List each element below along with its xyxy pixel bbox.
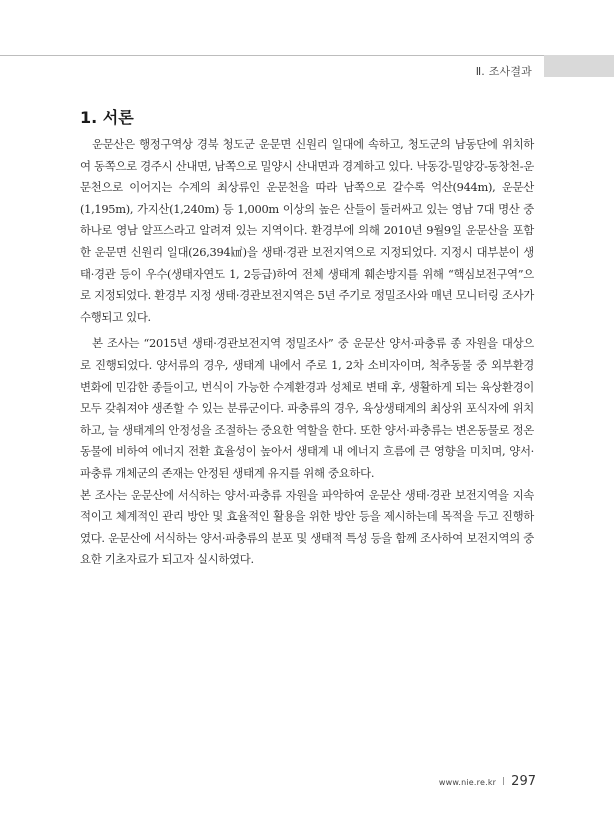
header-divider (0, 55, 614, 56)
footer-url: www.nie.re.kr (438, 778, 497, 787)
paragraph-survey-scope: 본 조사는 “2015년 생태·경관보전지역 정밀조사” 중 운문산 양서·파충류 종 자원을 대상으로 진행되었다. 양서류의 경우, 생태계 내에서 주로 1, 2차 소비자이며, 척추동물 중 외부환경 변화에 민감한 종들이고, 번식이 가능한 수계환경과 성체로 변태 후, 생활하게 되는 육상환경이 모두 갖춰져야 생존할 수 있는 분류군이다. 파충류의 경우, 육상생태계의 최상위 포식자에 위치하고, 늘 생태계의 안정성을 조절하는 중요한 역할을 한다. 또한 양서·파충류는 변온동물로 정온동물에 비하여 에너지 전환 효율성이 높아서 생태계 내 에너지 흐름에 큰 영향을 미치며, 양서·파충류 개체군의 존재는 안정된 생태계 유지를 위해 중요하다. (80, 336, 534, 480)
paragraph-intro: 운문산은 행정구역상 경북 청도군 운문면 신원리 일대에 속하고, 청도군의 남동단에 위치하여 동쪽으로 경주시 산내면, 남쪽으로 밀양시 산내면과 경계하고 있다. 낙동강-밀양강-동창천-운문천으로 이어지는 수계의 최상류인 운문천을 따라 남쪽으로 갈수록 억산(944m), 운문산(1,195m), 가지산(1,240m) 등 1,000m 이상의 높은 산들이 둘러싸고 있는 영남 7대 명산 중 하나로 영남 알프스라고 알려져 있는 지역이다. 환경부에 의해 2010년 9월9일 운문산을 포함한 운문면 신원리 일대(26,394㎢)을 생태·경관 보전지역으로 지정되었다. 지정시 대부분이 생태·경관 등이 우수(생태자연도 1, 2등급)하여 전체 생태계 훼손방지를 위해 “핵심보전구역”으로 지정되었다. 환경부 지정 생태·경관보전지역은 5년 주기로 정밀조사와 매년 모니터링 조사가 수행되고 있다. (80, 137, 534, 324)
section-title: 1. 서론 (80, 108, 134, 127)
header-tab-block (544, 55, 614, 77)
body-text (80, 134, 534, 571)
footer-separator (503, 777, 504, 785)
paragraph-survey-purpose: 본 조사는 운문산에 서식하는 양서·파충류 자원을 파악하여 운문산 생태·경관 보전지역을 지속적이고 체계적인 관리 방안 및 효율적인 활용을 위한 방안 등을 제시하는데 목적을 두고 진행하였다. 운문산에 서식하는 양서·파충류의 분포 및 생태적 특성 등을 함께 조사하여 보전지역의 중요한 기초자료가 되고자 실시하였다. (80, 487, 534, 567)
chapter-label: Ⅱ. 조사결과 (475, 65, 532, 78)
page-footer (439, 774, 536, 789)
page-number: 297 (511, 774, 536, 789)
